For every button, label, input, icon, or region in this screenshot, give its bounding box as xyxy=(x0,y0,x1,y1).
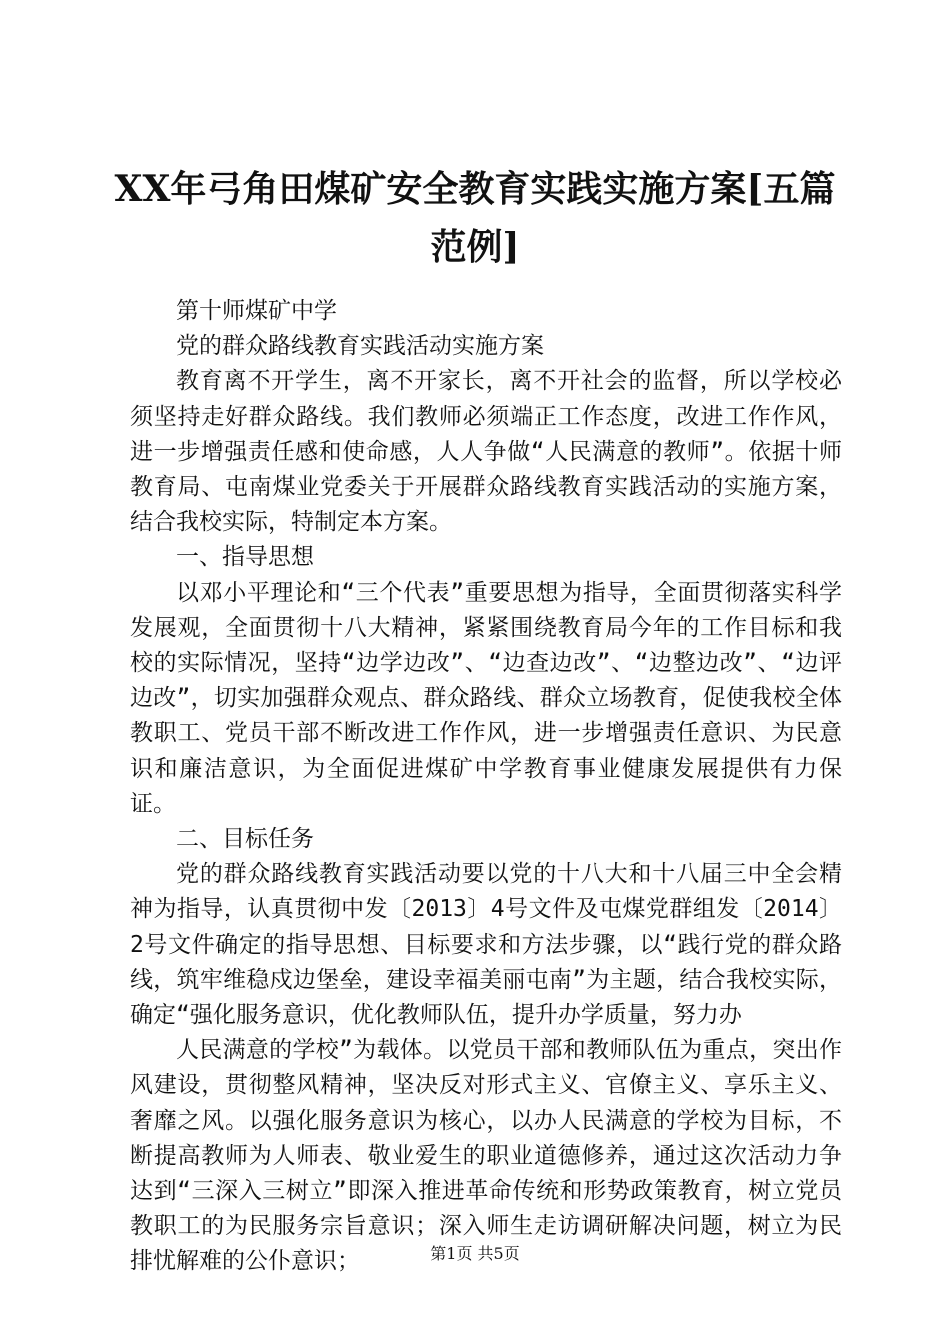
paragraph-guiding-thought: 以邓小平理论和“三个代表”重要思想为指导，全面贯彻落实科学发展观，全面贯彻十八大精神，紧紧围绕教育局今年的工作目标和我校的实际情况，坚持“边学边改”、“边查边改”、“边整边改”、“边评边改”，切实加强群众观点、群众路线、群众立场教育，促使我校全体教职工、党员干部不断改进工作作风，进一步增强责任意识、为民意识和廉洁意识，为全面促进煤矿中学教育事业健康发展提供有力保证。 xyxy=(130,579,842,817)
document-body xyxy=(130,294,842,1280)
page-footer: 第1页 共5页 xyxy=(430,1244,520,1263)
document-title: XX年弓角田煤矿安全教育实践实施方案[五篇范例] xyxy=(114,168,836,268)
paragraph-goals-continued: 人民满意的学校”为载体。以党员干部和教师队伍为重点，突出作风建设，贯彻整风精神，坚决反对形式主义、官僚主义、享乐主义、奢靡之风。以强化服务意识为核心，以办人民满意的学校为目标，不断提高教师为人师表、敬业爱生的职业道德修养，通过这次活动力争达到“三深入三树立”即深入推进革命传统和形势政策教育，树立党员教职工的为民服务宗旨意识；深入师生走访调研解决问题，树立为民排忧解难的公仆意识； xyxy=(130,1037,842,1275)
paragraph-school-name: 第十师煤矿中学 xyxy=(176,298,337,324)
paragraph-plan-name: 党的群众路线教育实践活动实施方案 xyxy=(176,333,544,360)
section-heading-guiding-thought: 一、指导思想 xyxy=(176,544,314,571)
paragraph-goals: 党的群众路线教育实践活动要以党的十八大和十八届三中全会精神为指导，认真贯彻中发〔2013〕4号文件及屯煤党群组发〔2014〕2号文件确定的指导思想、目标要求和方法步骤，以“践行党的群众路线，筑牢维稳戍边堡垒，建设幸福美丽屯南”为主题，结合我校实际，确定“强化服务意识，优化教师队伍，提升办学质量，努力办 xyxy=(130,861,842,1029)
paragraph-intro: 教育离不开学生，离不开家长，离不开社会的监督，所以学校必须坚持走好群众路线。我们教师必须端正工作态度，改进工作作风，进一步增强责任感和使命感，人人争做“人民满意的教师”。依据十师教育局、屯南煤业党委关于开展群众路线教育实践活动的实施方案，结合我校实际，特制定本方案。 xyxy=(130,368,842,536)
section-heading-goals: 二、目标任务 xyxy=(176,826,314,853)
